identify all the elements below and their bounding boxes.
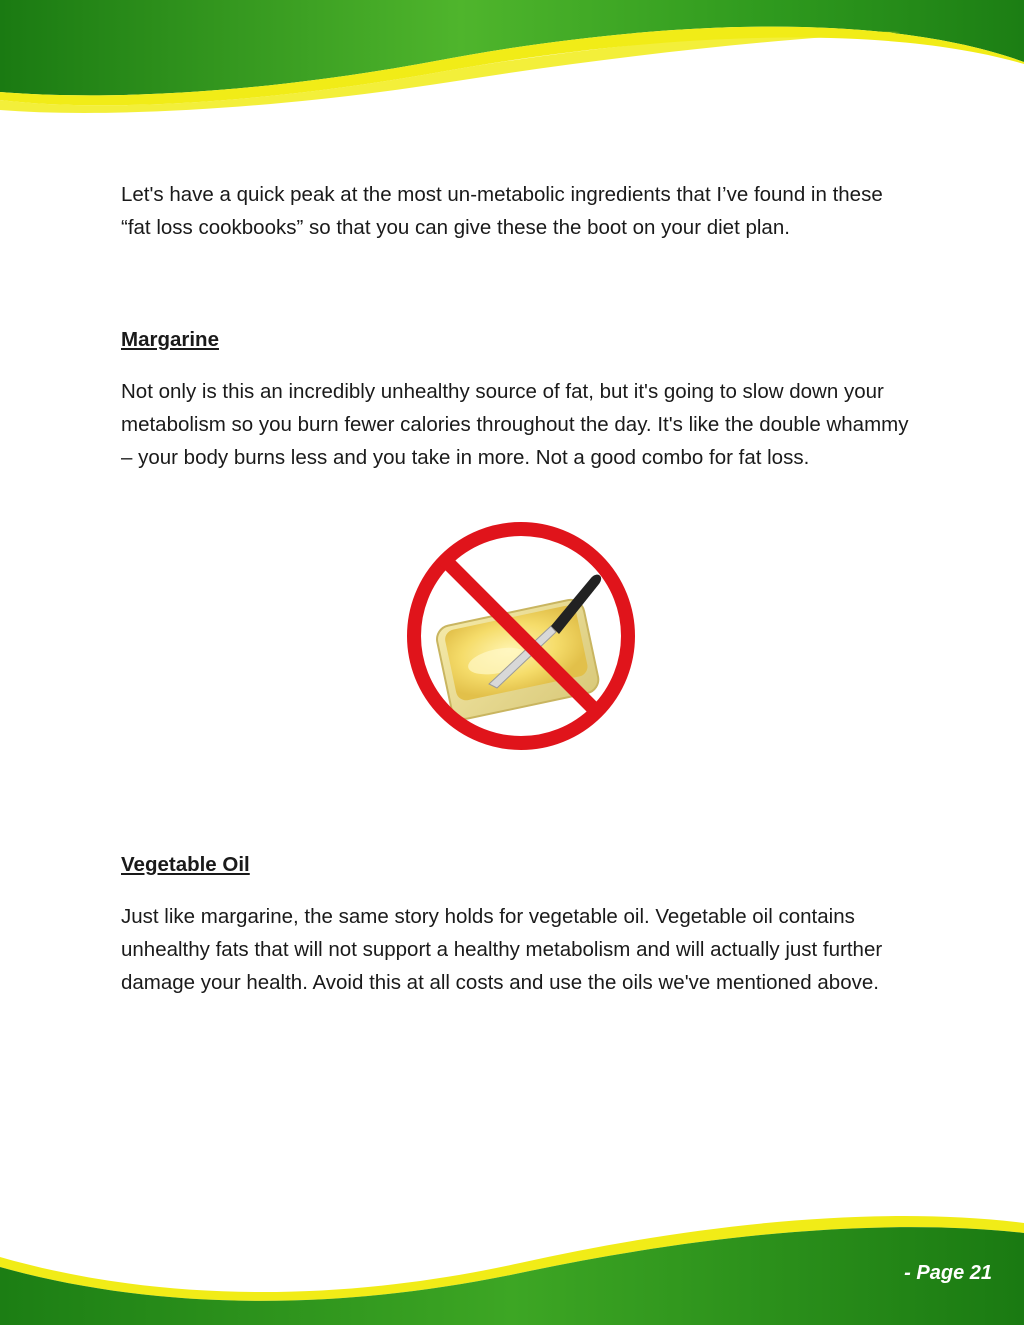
margarine-paragraph: Not only is this an incredibly unhealthy source of fat, but it's going to slow down your metabolism so you burn fewer calories throughout the day. It's like the double whammy – your body burns less and you take in more. Not a good combo for fat loss.: [121, 380, 909, 469]
intro-paragraph: Let's have a quick peak at the most un-metabolic ingredients that I’ve found in these “fat loss cookbooks” so that you can give these the boot on your diet plan.: [121, 183, 883, 239]
footer-wave: [0, 1205, 1024, 1325]
header-wave: [0, 0, 1024, 120]
page-number: - Page 21: [904, 1262, 992, 1284]
vegetable-oil-paragraph: Just like margarine, the same story holds for vegetable oil. Vegetable oil contains unhealthy fats that will not support a healthy metabolism and will actually just further damage your health. Avoid this at all costs and use the oils we've mentioned above.: [121, 905, 883, 994]
heading-vegetable-oil: Vegetable Oil: [121, 853, 250, 876]
heading-margarine: Margarine: [121, 328, 219, 351]
no-margarine-icon: [401, 516, 641, 756]
